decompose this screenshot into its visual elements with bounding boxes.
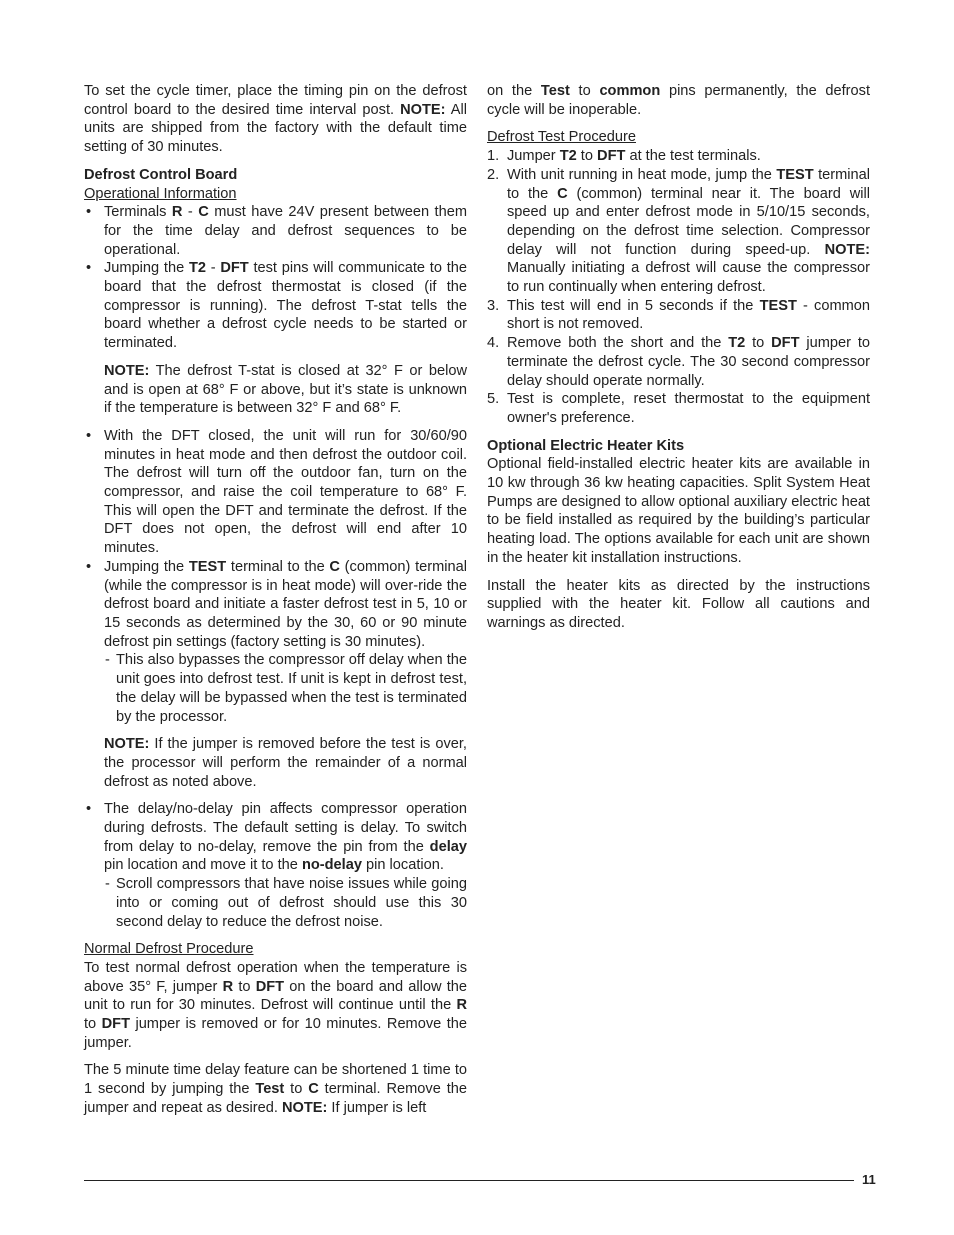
subheading-normal-defrost-procedure: Normal Defrost Procedure: [84, 941, 254, 958]
right-column: [487, 82, 870, 633]
subheading-defrost-test-procedure: Defrost Test Procedure: [487, 129, 636, 146]
bullet-dft-closed: • With the DFT closed, the unit will run for 30/60/90 minutes in heat mode and then defrost the outdoor coil. The defrost will turn off the outdoor fan, turn on the compressor, and raise the coil temperature to 68° F. This will open the DFT and terminate the defrost. If the DFT does not open, the defrost will end after 10 minutes.: [84, 427, 467, 558]
normal-defrost-paragraph: To test normal defrost operation when the temperature is above 35° F, jumper R to DFT on the board and allow the unit to run for 30 minutes. Defrost will continue until the R to DFT jumper is removed or for 10 minutes. Remove the jumper.: [84, 959, 467, 1051]
defrost-test-steps: [487, 147, 870, 428]
operational-bullets: [84, 203, 467, 931]
note-jumper-removed: NOTE: If the jumper is removed before the test is over, the processor will perform the remainder of a normal defrost as noted above.: [104, 736, 467, 790]
dash-item-bypass: - This also bypasses the compressor off delay when the unit goes into defrost test. If unit is kept in defrost test, the delay will be bypassed when the test is terminated by the processor.: [104, 651, 467, 726]
subheading-operational-information: Operational Information: [84, 185, 237, 202]
intro-paragraph: To set the cycle timer, place the timing pin on the defrost control board to the desired time interval post. NOTE: All units are shipped from the factory with the default time setting of 30 minutes.: [84, 83, 467, 156]
bullet-delay-pin: • The delay/no-delay pin affects compressor operation during defrosts. The default setting is delay. To switch from delay to no-delay, remove the pin from the delay pin location and move it to the no-delay pin location. - Scroll compressors that have noise issues while going into or coming out of defrost should use this 30 second delay to reduce the defrost noise.: [84, 800, 467, 931]
bullet-terminals: • Terminals R - C must have 24V present between them for the time delay and defrost sequences to be operational.: [84, 203, 467, 259]
heater-kits-paragraph-1: Optional field-installed electric heater kits are available in 10 kw through 36 kw heating capacities. Split System Heat Pumps are designed to allow optional auxiliary electric heat to be field installed as required by the building’s particular heating load. The options available for each unit are shown in the heater kit installation instructions.: [487, 456, 870, 566]
heater-kits-paragraph-2: Install the heater kits as directed by the instructions supplied with the heater kit. Follow all cautions and warnings as directed.: [487, 577, 870, 631]
step-item: 4. Remove both the short and the T2 to DFT jumper to terminate the defrost cycle. The 30 second compressor delay should operate normally.: [487, 335, 870, 389]
step-item: 3. This test will end in 5 seconds if the TEST - common short is not removed.: [487, 297, 870, 333]
bullet-jumping-test: • Jumping the TEST terminal to the C (common) terminal (while the compressor is in heat mode) will over-ride the defrost board and initiate a faster defrost test in 5, 10 or 15 seconds as determined by the 30, 60 or 90 minute defrost pin settings (factory setting is 30 minutes). - This also bypasses the compressor off delay when the unit goes into defrost test. If unit is kept in defrost test, the delay will be bypassed when the test is terminated by the processor. NOTE: If the jumper is removed before the test is over, the processor will perform the remainder of a normal defrost as noted above.: [84, 558, 467, 791]
page-number: 11: [862, 1172, 876, 1187]
five-minute-delay-paragraph: The 5 minute time delay feature can be shortened 1 time to 1 second by jumping the Test to C terminal. Remove the jumper and repeat as desired. NOTE: If jumper is left: [84, 1062, 467, 1116]
note-defrost-tstat: NOTE: The defrost T-stat is closed at 32° F or below and is open at 68° F or above, but it’s state is unknown if the temperature is between 32° F and 68° F.: [104, 362, 467, 417]
step-item: 1. Jumper T2 to DFT at the test terminals.: [487, 148, 761, 165]
bullet-jumping-t2-dft: • Jumping the T2 - DFT test pins will communicate to the board that the defrost thermostat is closed (if the compressor is running). The defrost T-stat tells the board whether a defrost cycle needs to be started or terminated. NOTE: The defrost T-stat is closed at 32° F or below and is open at 68° F or above, but it’s state is unknown if the temperature is between 32° F and 68° F.: [84, 259, 467, 418]
section-heading-heater-kits: Optional Electric Heater Kits: [487, 437, 685, 454]
step-item: 2. With unit running in heat mode, jump the TEST terminal to the C (common) terminal near it. The board will speed up and enter defrost mode in 5/10/15 seconds, depending on the defrost time selection. Compressor delay will not function during speed-up. NOTE: Manually initiating a defrost will cause the compressor to run continually when entering defrost.: [487, 166, 870, 296]
step-item: 5. Test is complete, reset thermostat to the equipment owner's preference.: [487, 391, 870, 426]
continued-paragraph: on the Test to common pins permanently, the defrost cycle will be inoperable.: [487, 83, 870, 118]
dash-item-scroll-compressors: - Scroll compressors that have noise issues while going into or coming out of defrost should use this 30 second delay to reduce the defrost noise.: [104, 875, 467, 931]
footer-rule: [84, 1180, 854, 1181]
section-heading-defrost-control-board: Defrost Control Board: [84, 166, 238, 183]
left-column: [84, 82, 467, 1118]
